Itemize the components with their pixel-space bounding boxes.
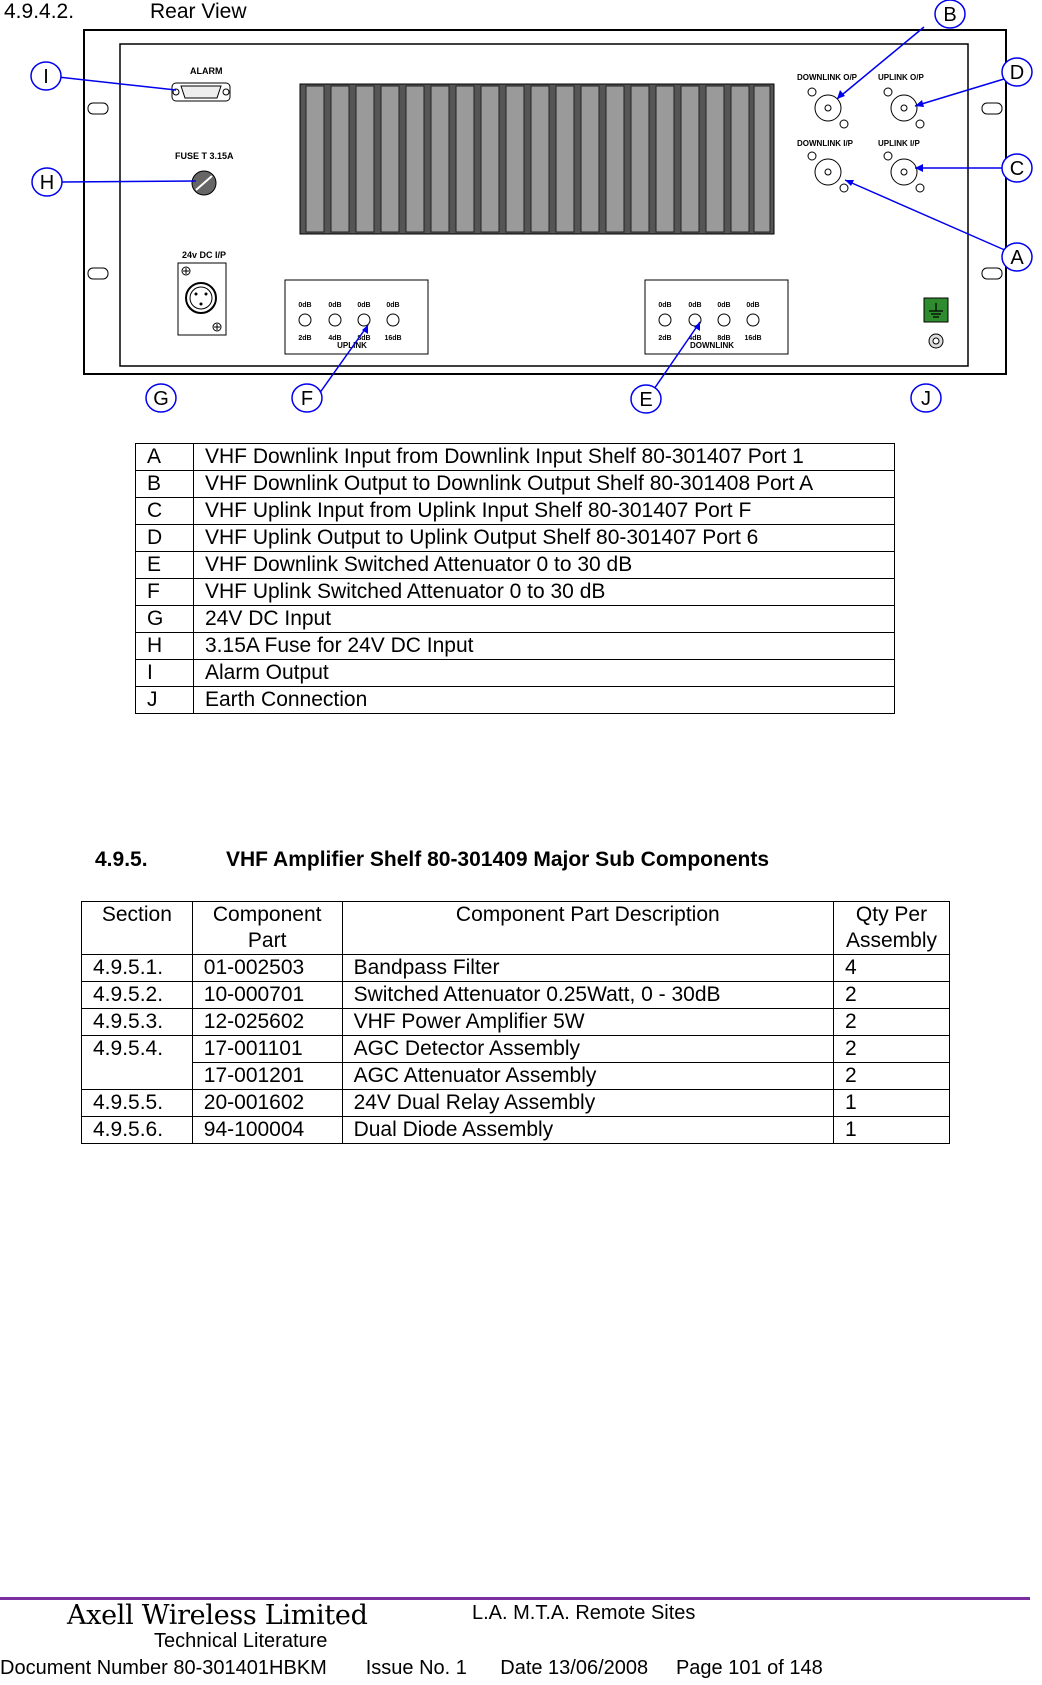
svg-text:8dB: 8dB [357, 335, 371, 342]
svg-text:0dB: 0dB [298, 302, 312, 309]
uplink-attenuator-panel [285, 280, 428, 354]
rack-slot [982, 268, 1002, 279]
table-row: 4.9.5.5. 20-001602 24V Dual Relay Assembly 1 [82, 1090, 950, 1117]
footer-date: Date 13/06/2008 [500, 1657, 649, 1679]
rack-slot [88, 103, 108, 114]
callout-h [32, 168, 62, 196]
table-header-row [82, 902, 950, 955]
table-row: 4.9.5.1. 01-002503 Bandpass Filter 4 [82, 955, 950, 982]
downlink-attenuator-panel [645, 280, 788, 354]
table-row: 4.9.5.3. 12-025602 VHF Power Amplifier 5W 2 [82, 1009, 950, 1036]
fuse-holder-icon [192, 171, 216, 195]
footer-technical-literature: Technical Literature [154, 1630, 328, 1652]
svg-text:D: D [1009, 62, 1025, 84]
table-row: D VHF Uplink Output to Uplink Output Shelf 80-301407 Port 6 [136, 525, 895, 552]
uplink-op-label: UPLINK O/P [878, 73, 924, 82]
table-row: J Earth Connection [136, 687, 895, 714]
column-header: Qty Per Assembly [834, 902, 950, 955]
svg-text:H: H [39, 172, 55, 194]
column-header: Component Part Description [342, 902, 833, 955]
table-row: H 3.15A Fuse for 24V DC Input [136, 633, 895, 660]
alarm-label: ALARM [190, 66, 223, 76]
table-row: E VHF Downlink Switched Attenuator 0 to 30 dB [136, 552, 895, 579]
table-row: F VHF Uplink Switched Attenuator 0 to 30 dB [136, 579, 895, 606]
callout-c [1002, 154, 1032, 182]
section-title: Rear View [150, 0, 247, 23]
table-row: 4.9.5.4. 17-001101 AGC Detector Assembly 2 [82, 1036, 950, 1063]
svg-text:8dB: 8dB [717, 335, 731, 342]
table-row: G 24V DC Input [136, 606, 895, 633]
section-number: 4.9.5. [95, 848, 148, 871]
svg-text:4dB: 4dB [688, 335, 702, 342]
callout-g [146, 384, 176, 412]
table-row: 4.9.5.6. 94-100004 Dual Diode Assembly 1 [82, 1117, 950, 1144]
callout-j [911, 384, 941, 412]
svg-text:C: C [1009, 158, 1025, 180]
section-title: VHF Amplifier Shelf 80-301409 Major Sub Components [226, 848, 770, 871]
column-header: Section [82, 902, 193, 955]
svg-text:16dB: 16dB [384, 335, 402, 342]
rack-slot [88, 268, 108, 279]
section-heading-sub-components [95, 848, 769, 872]
downlink-op-label: DOWNLINK O/P [797, 73, 857, 82]
callout-a [1002, 243, 1032, 271]
svg-text:0dB: 0dB [746, 302, 760, 309]
footer-company: Axell Wireless Limited [67, 1600, 368, 1631]
svg-text:2dB: 2dB [658, 335, 672, 342]
svg-text:I: I [43, 66, 49, 88]
footer-doc-number: Document Number 80-301401HBKM [0, 1657, 327, 1679]
svg-text:0dB: 0dB [658, 302, 672, 309]
heatsink [300, 84, 774, 234]
uplink-ip-label: UPLINK I/P [878, 139, 920, 148]
dc-input-label: 24v DC I/P [182, 250, 227, 260]
svg-text:2dB: 2dB [298, 335, 312, 342]
footer-issue: Issue No. 1 [365, 1657, 467, 1679]
svg-text:0dB: 0dB [357, 302, 371, 309]
svg-text:G: G [153, 388, 169, 410]
callout-b [935, 0, 965, 28]
rack-slot [982, 103, 1002, 114]
svg-text:4dB: 4dB [328, 335, 342, 342]
downlink-ip-label: DOWNLINK I/P [797, 139, 853, 148]
svg-text:B: B [943, 4, 957, 26]
svg-text:J: J [921, 388, 931, 410]
table-row: A VHF Downlink Input from Downlink Input Shelf 80-301407 Port 1 [136, 444, 895, 471]
svg-text:F: F [300, 388, 314, 410]
table-row: C VHF Uplink Input from Uplink Input Shelf 80-301407 Port F [136, 498, 895, 525]
footer-document-line [0, 1657, 823, 1680]
table-row: 4.9.5.2. 10-000701 Switched Attenuator 0.25Watt, 0 - 30dB 2 [82, 982, 950, 1009]
svg-text:UPLINK: UPLINK [337, 341, 367, 350]
footer-site: L.A. M.T.A. Remote Sites [472, 1602, 696, 1624]
svg-text:A: A [1010, 247, 1024, 269]
svg-text:E: E [639, 389, 653, 411]
svg-text:0dB: 0dB [386, 302, 400, 309]
callout-e [631, 385, 661, 413]
section-number: 4.9.4.2. [4, 0, 75, 23]
callout-i [31, 62, 61, 90]
callout-legend-table [135, 443, 895, 714]
column-header: Component Part [192, 902, 342, 955]
sub-components-table [81, 901, 950, 1144]
svg-text:0dB: 0dB [328, 302, 342, 309]
svg-text:DOWNLINK: DOWNLINK [690, 341, 734, 350]
table-row: B VHF Downlink Output to Downlink Output Shelf 80-301408 Port A [136, 471, 895, 498]
alarm-connector [172, 83, 230, 101]
rear-view-figure [0, 0, 1042, 420]
svg-text:0dB: 0dB [717, 302, 731, 309]
svg-text:16dB: 16dB [744, 335, 762, 342]
svg-text:0dB: 0dB [688, 302, 702, 309]
footer-page: Page 101 of 148 [675, 1657, 823, 1679]
fuse-label: FUSE T 3.15A [175, 151, 234, 161]
callout-d [1002, 58, 1032, 86]
table-row: I Alarm Output [136, 660, 895, 687]
dc-input-connector [178, 263, 226, 335]
callout-f [292, 384, 322, 412]
table-row: 17-001201 AGC Attenuator Assembly 2 [82, 1063, 950, 1090]
